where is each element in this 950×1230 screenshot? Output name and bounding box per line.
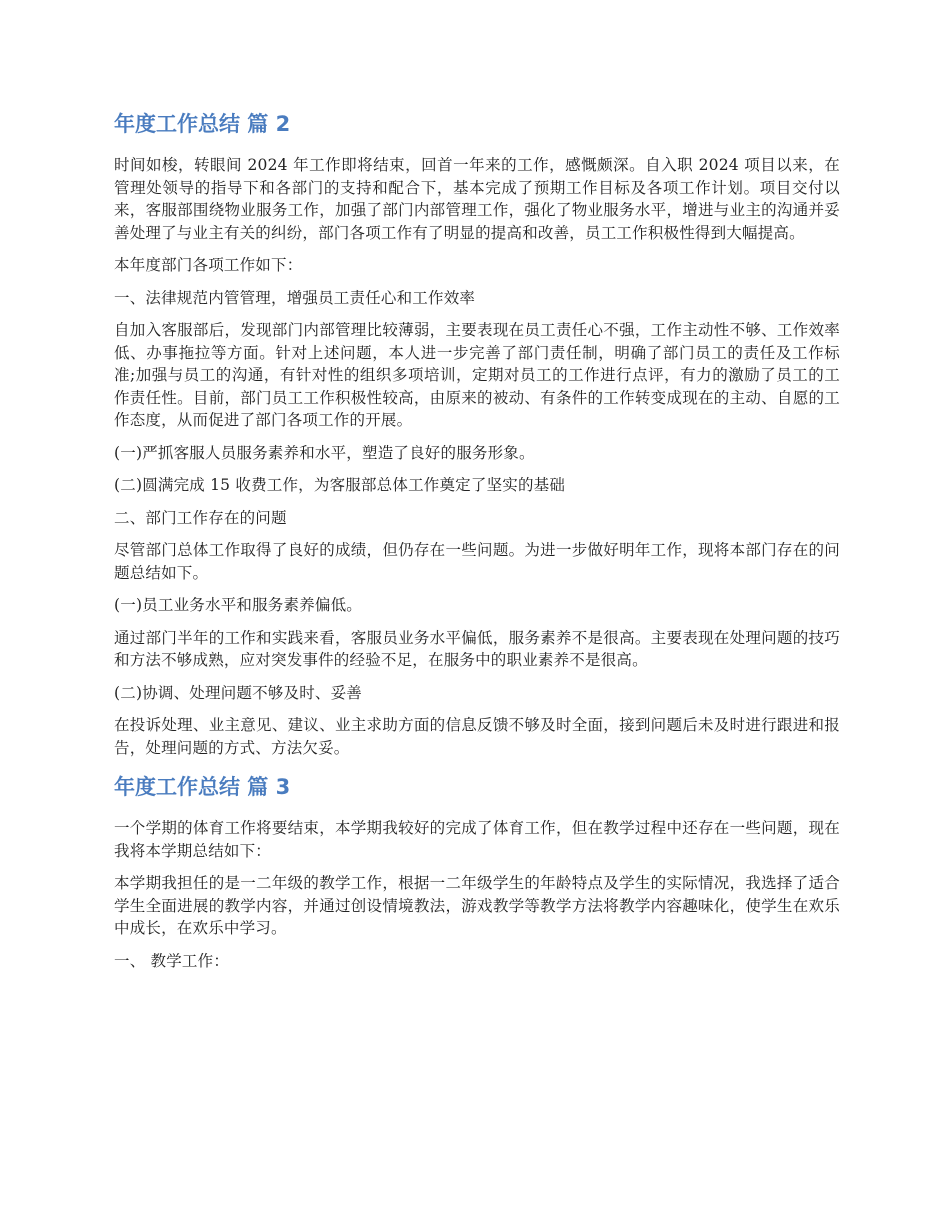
paragraph: 一个学期的体育工作将要结束，本学期我较好的完成了体育工作，但在教学过程中还存在一些问题，现在我将本学期总结如下： [114,819,840,860]
paragraph: 本年度部门各项工作如下： [114,256,303,274]
paragraph: (一)严抓客服人员服务素养和水平，塑造了良好的服务形象。 [114,443,535,462]
section-2 [114,106,840,759]
paragraph: (二)协调、处理问题不够及时、妥善 [114,683,362,702]
section-title: 年度工作总结 篇 3 [114,775,291,799]
paragraph: 通过部门半年的工作和实践来看，客服员业务水平偏低，服务素养不是很高。主要表现在处理问题的技巧和方法不够成熟，应对突发事件的经验不足，在服务中的职业素养不是很高。 [114,628,840,669]
paragraph: 二、部门工作存在的问题 [114,508,287,527]
paragraph: 尽管部门总体工作取得了良好的成绩，但仍存在一些问题。为进一步做好明年工作，现将本部门存在的问题总结如下。 [114,541,840,582]
paragraph: (一)员工业务水平和服务素养偏低。 [114,596,362,614]
paragraph: (二)圆满完成 15 收费工作，为客服部总体工作奠定了坚实的基础 [114,476,566,494]
paragraph: 自加入客服部后，发现部门内部管理比较薄弱，主要表现在员工责任心不强，工作主动性不够、工作效率低、办事拖拉等方面。针对上述问题，本人进一步完善了部门责任制，明确了部门员工的责任及工作标准;加强与员工的沟通，有针对性的组织多项培训，定期对员工的工作进行点评，有力的激励了员工的工作责任性。目前，部门员工工作积极性较高，由原来的被动、有条件的工作转变成现在的主动、自愿的工作态度，从而促进了部门各项工作的开展。 [114,321,840,429]
section-3 [114,769,840,972]
document-page [114,106,840,982]
paragraph: 时间如梭，转眼间 2024 年工作即将结束，回首一年来的工作，感慨颇深。自入职 2024 项目以来，在管理处领导的指导下和各部门的支持和配合下，基本完成了预期工作目标及各项工作计划。项目交付以来，客服部围绕物业服务工作，加强了部门内部管理工作，强化了物业服务水平，增进与业主的沟通并妥善处理了与业主有关的纠纷，部门各项工作有了明显的提高和改善，员工工作积极性得到大幅提高。 [114,156,840,242]
paragraph: 一、法律规范内管管理，增强员工责任心和工作效率 [114,288,476,307]
paragraph: 一、 教学工作： [114,951,230,970]
section-title: 年度工作总结 篇 2 [114,112,291,136]
paragraph: 在投诉处理、业主意见、建议、业主求助方面的信息反馈不够及时全面，接到问题后未及时进行跟进和报告，处理问题的方式、方法欠妥。 [114,716,840,757]
paragraph: 本学期我担任的是一二年级的教学工作，根据一二年级学生的年龄特点及学生的实际情况，我选择了适合学生全面进展的教学内容，并通过创设情境教法，游戏教学等教学方法将教学内容趣味化，使学生在欢乐中成长，在欢乐中学习。 [114,874,840,937]
